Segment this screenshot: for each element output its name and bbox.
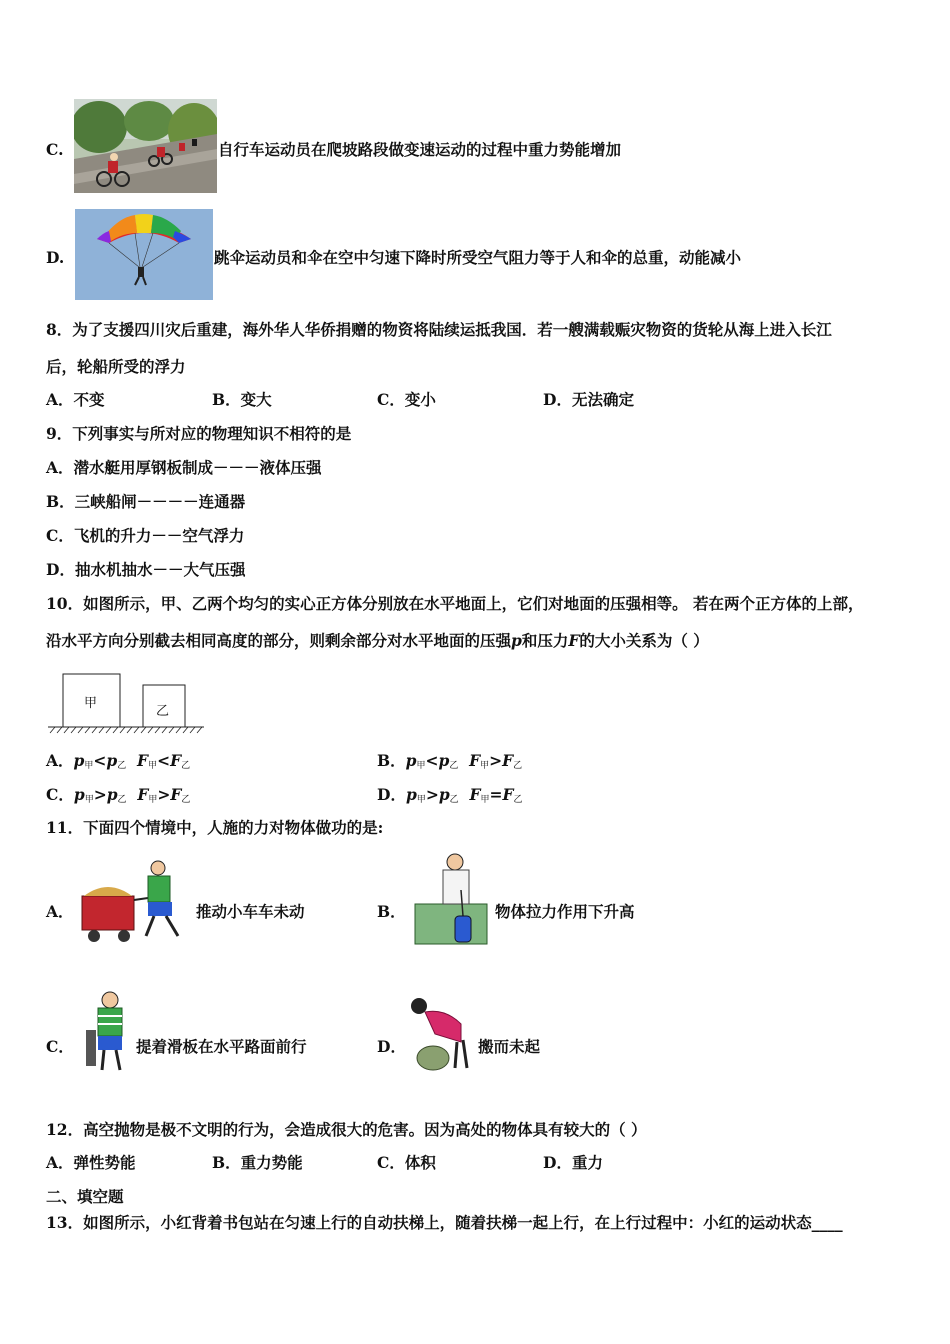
q10-stem-line2: 沿水平方向分别截去相同高度的部分，则剩余部分对水平地面的压强p和压力F的大小关系为（ ） <box>46 631 709 650</box>
q11-option-b-letter: B． <box>377 902 406 921</box>
q11-option-d-letter: D． <box>377 1037 406 1056</box>
lift-fail-illustration <box>405 994 475 1074</box>
section-heading: 二、填空题 <box>46 1187 124 1206</box>
q11-option-c-text: 提着滑板在水平路面前行 <box>136 1037 307 1056</box>
q11-option-a-text: 推动小车车未动 <box>196 902 305 921</box>
q13-stem: 13．如图所示，小红背着书包站在匀速上行的自动扶梯上，随着扶梯一起上行，在上行过程中：小红的运动状态____ <box>46 1213 843 1232</box>
q8-option-a: A．不变 <box>46 390 105 409</box>
q10-option-a: A．$p_甲<p_乙$ $F_甲<F_乙$ <box>46 751 191 771</box>
block-jia-label: 甲 <box>84 696 98 711</box>
q10-option-b: B．$p_甲<p_乙$ $F_甲>F_乙$ <box>377 751 523 771</box>
push-cart-illustration <box>78 856 190 944</box>
q8-stem-line2: 后，轮船所受的浮力 <box>46 357 186 376</box>
q8-option-c: C．变小 <box>377 390 436 409</box>
q12-option-b: B．重力势能 <box>212 1153 303 1172</box>
q8-stem-line1: 8．为了支援四川灾后重建，海外华人华侨捐赠的物资将陆续运抵我国．若一艘满载赈灾物资的货轮从海上进入长江 <box>46 320 832 339</box>
block-yi-label: 乙 <box>156 704 170 719</box>
cyclist-photo <box>74 99 217 193</box>
q10-stem-line1: 10．如图所示，甲、乙两个均匀的实心正方体分别放在水平地面上，它们对地面的压强相等。 若在两个正方体的上部， <box>46 594 864 613</box>
cubes-diagram <box>46 672 206 734</box>
q9-stem: 9．下列事实与所对应的物理知识不相符的是 <box>46 424 352 443</box>
q10-option-d: D．$p_甲>p_乙$ $F_甲=F_乙$ <box>377 785 523 805</box>
q9-option-a: A．潜水艇用厚钢板制成－－－液体压强 <box>46 458 322 477</box>
q11-option-b-text: 物体拉力作用下升高 <box>495 902 635 921</box>
q9-option-b: B．三峡船闸－－－－连通器 <box>46 492 246 511</box>
q7-option-d-letter: D. <box>46 248 65 267</box>
q12-option-d: D．重力 <box>543 1153 603 1172</box>
q11-option-a-letter: A． <box>46 902 74 921</box>
q11-stem: 11．下面四个情境中，人施的力对物体做功的是: <box>46 818 384 837</box>
carry-skateboard-illustration <box>84 990 134 1076</box>
q11-option-c-letter: C． <box>46 1037 74 1056</box>
q9-option-d: D．抽水机抽水－－大气压强 <box>46 560 246 579</box>
q12-option-c: C．体积 <box>377 1153 436 1172</box>
q9-option-c: C．飞机的升力－－空气浮力 <box>46 526 245 545</box>
q7-option-c-letter: C. <box>46 140 64 159</box>
q12-stem: 12．高空抛物是极不文明的行为，会造成很大的危害。因为高处的物体具有较大的（ ） <box>46 1120 647 1139</box>
parachute-photo <box>75 209 213 300</box>
q10-option-c: C．$p_甲>p_乙$ $F_甲>F_乙$ <box>46 785 191 805</box>
q8-option-b: B．变大 <box>212 390 272 409</box>
q11-option-d-text: 搬而未起 <box>478 1037 541 1056</box>
q7-option-c-text: 自行车运动员在爬坡路段做变速运动的过程中重力势能增加 <box>218 140 622 159</box>
q7-option-d-text: 跳伞运动员和伞在空中匀速下降时所受空气阻力等于人和伞的总重，动能减小 <box>214 248 742 267</box>
lift-object-illustration <box>411 850 491 946</box>
q12-option-a: A．弹性势能 <box>46 1153 136 1172</box>
q8-option-d: D．无法确定 <box>543 390 634 409</box>
